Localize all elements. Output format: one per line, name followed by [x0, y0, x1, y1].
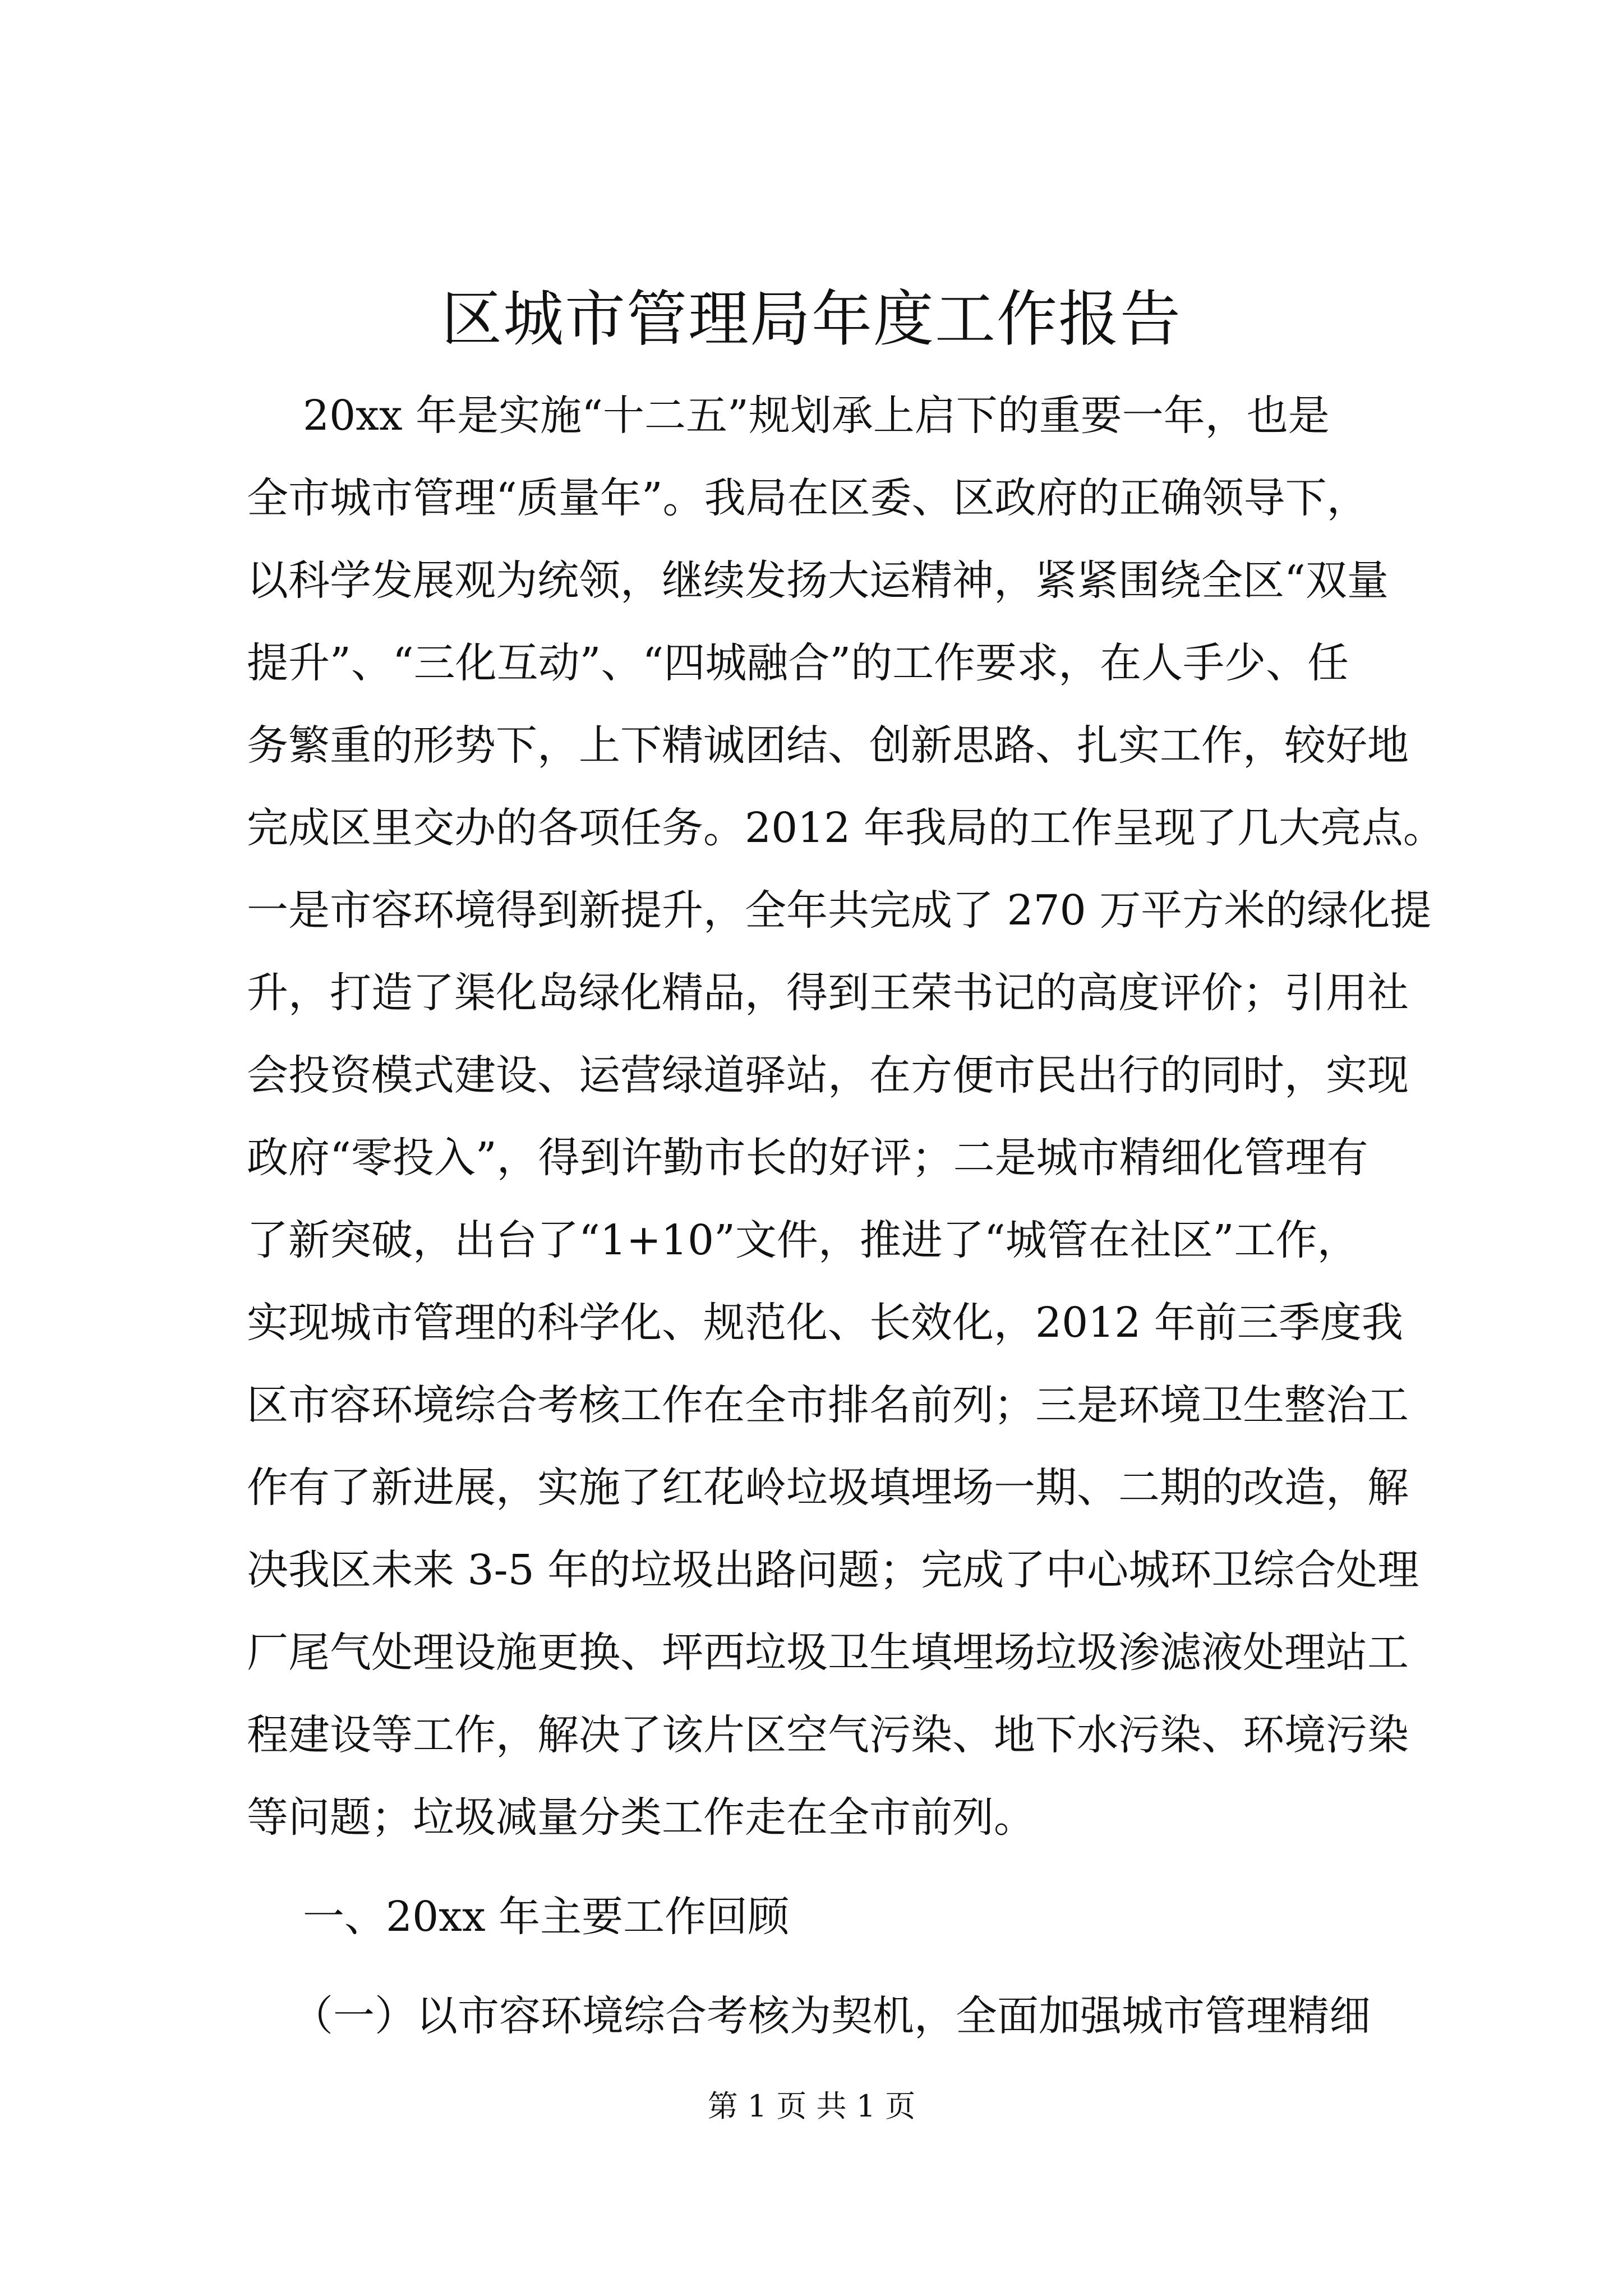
paragraph-line: 完成区里交办的各项任务。2012 年我局的工作呈现了几大亮点。: [247, 804, 1445, 852]
document-body: [247, 375, 1445, 2058]
page-footer: 第 1 页 共 1 页: [707, 2088, 916, 2124]
paragraph-line: 一是市容环境得到新提升，全年共完成了 270 万平方米的绿化提: [247, 886, 1432, 935]
paragraph-line: 政府“零投入”，得到许勤市长的好评；二是城市精细化管理有: [247, 1134, 1368, 1182]
paragraph-line: 20xx 年是实施“十二五”规划承上启下的重要一年，也是: [303, 392, 1330, 440]
paragraph-line: 升，打造了渠化岛绿化精品，得到王荣书记的高度评价；引用社: [247, 969, 1409, 1017]
paragraph-line: 实现城市管理的科学化、规范化、长效化，2012 年前三季度我: [247, 1299, 1403, 1347]
paragraph-line: 以科学发展观为统领，继续发扬大运精神，紧紧围绕全区“双量: [247, 556, 1389, 605]
paragraph-line: 了新突破，出台了“1+10”文件，推进了“城管在社区”工作，: [247, 1216, 1359, 1264]
paragraph-line: 务繁重的形势下，上下精诚团结、创新思路、扎实工作，较好地: [247, 721, 1409, 770]
paragraph-line: 程建设等工作，解决了该片区空气污染、地下水污染、环境污染: [247, 1711, 1409, 1759]
paragraph-line: 提升”、“三化互动”、“四城融合”的工作要求，在人手少、任: [247, 639, 1349, 687]
paragraph-line: 作有了新进展，实施了红花岭垃圾填埋场一期、二期的改造，解: [247, 1464, 1409, 1512]
subsection-heading: （一）以市容环境综合考核为契机，全面加强城市管理精细: [292, 1992, 1371, 2040]
paragraph-line: 区市容环境综合考核工作在全市排名前列；三是环境卫生整治工: [247, 1381, 1409, 1429]
document-title: 区城市管理局年度工作报告: [441, 284, 1182, 355]
paragraph-line: 全市城市管理“质量年”。我局在区委、区政府的正确领导下，: [247, 474, 1368, 522]
paragraph-line: 会投资模式建设、运营绿道驿站，在方便市民出行的同时，实现: [247, 1051, 1409, 1099]
paragraph-line: 决我区未来 3-5 年的垃圾出路问题；完成了中心城环卫综合处理: [247, 1546, 1419, 1594]
paragraph-line: 等问题；垃圾减量分类工作走在全市前列。: [247, 1793, 1035, 1842]
paragraph-line: 厂尾气处理设施更换、坪西垃圾卫生填埋场垃圾渗滤液处理站工: [247, 1628, 1409, 1677]
section-heading: 一、20xx 年主要工作回顾: [303, 1893, 790, 1941]
